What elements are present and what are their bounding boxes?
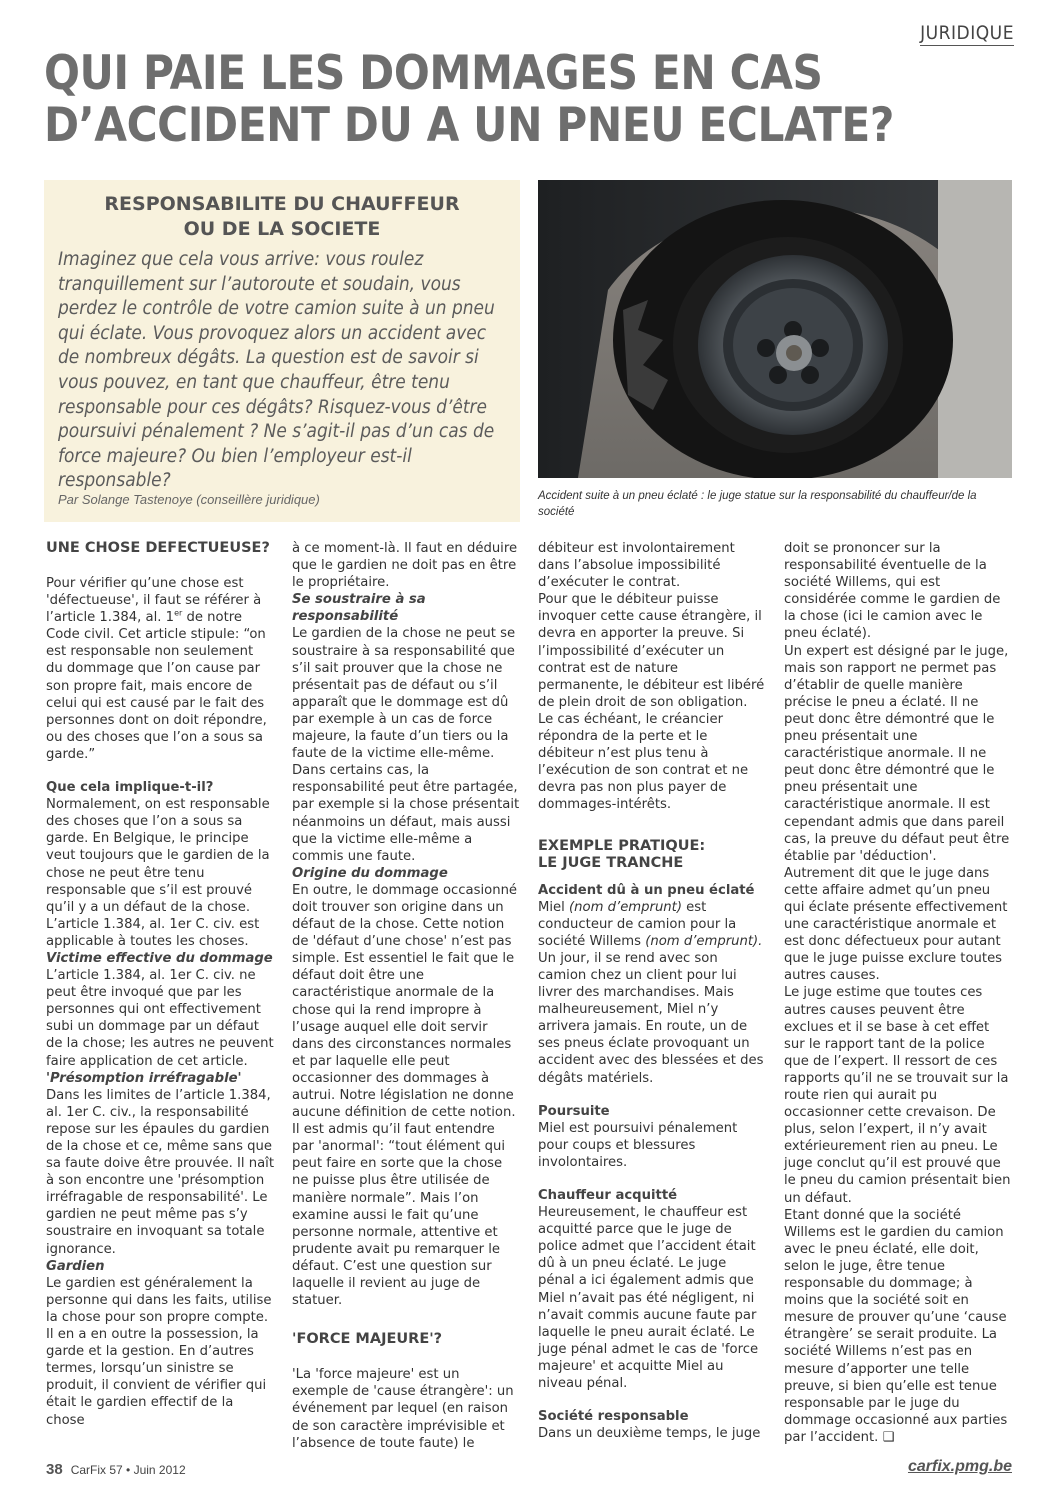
paragraph-text: de notre Code civil. Cet article stipule: “on est responsable non seulement du dommage que l’on cause par son propre fait, mais encore de celui qui est causé par le fait des personnes dont on doit répondre, ou des choses que l’on a sous sa garde.” <box>46 610 267 762</box>
paragraph: 'La 'force majeure' est un exemple de 'cause étrangère': un événement par lequel (en raison de son caractère imprévisible et l’absence de toute faute) le <box>292 1367 514 1451</box>
issue-info: CarFix 57 • Juin 2012 <box>70 1463 186 1477</box>
paragraph-italic: (nom d’emprunt). <box>645 933 763 949</box>
paragraph: Heureusement, le chauffeur est acquitté parce que le juge de police admet que l’accident était dû à un pneu éclaté. Le juge pénal a ici également admis que Miel n’avait pas été négligent, ni n’avait commis aucune faute par laquelle le pneu aurait éclaté. Le juge pénal admet le cas de 'force majeure' et acquitte Miel au niveau pénal. <box>538 1205 759 1392</box>
tire-photo-illustration <box>538 180 1012 478</box>
article-column-4 <box>784 540 1012 1446</box>
section-heading: UNE CHOSE DEFECTUEUSE? <box>46 540 270 556</box>
subheading: Origine du dommage <box>292 865 448 881</box>
paragraph: Normalement, on est responsable des choses que l’on a sous sa garde. En Belgique, le principe veut toujours que le gardien de la chose ne peut être tenu responsable que s’il est prouvé qu’il y a un défaut de la chose. L’article 1.384, al. 1er C. civ. est applicable à toutes les choses. <box>46 797 270 949</box>
paragraph: Autrement dit que le juge dans cette affaire admet qu’un pneu qui éclate présente effectivement une caractéristique anormale et est donc défectueux pour autant que le juge puisse exclure toutes autres causes. <box>784 865 1008 984</box>
page-number: 38 <box>46 1461 63 1478</box>
paragraph-text: Pour vérifier qu’une chose est 'défectueuse', il faut se référer à l’article 1.384, al. 1 <box>46 576 262 626</box>
paragraph: Etant donné que la société Willems est le gardien du camion avec le pneu éclaté, elle doit, selon le juge, être tenue responsable du dommage; à moins que la société soit en mesure de prouver qu’une ‘cause étrangère’ se serait produite. La société Willems n’est pas en mesure d’apporter une telle preuve, si bien qu’elle est tenue responsable par le juge du dommage occasionné aux parties par l’accident. ❑ <box>784 1207 1008 1445</box>
headline <box>44 48 926 152</box>
paragraph: Le gardien de la chose ne peut se soustraire à sa responsabilité que s’il sait prouver que la chose ne présentait pas de défaut ou s’il apparaît que le dommage est dû par exemple à un cas de force majeure, la faute d’un tiers ou la faute de la victime elle-même. Dans certains cas, la responsabilité peut être partagée, par exemple si la chose présentait néanmoins un défaut, mais aussi que la victime elle-même a commis une faute. <box>292 626 520 864</box>
subheading: Chauffeur acquitté <box>538 1188 678 1203</box>
section-heading-line-1: EXEMPLE PRATIQUE: <box>538 837 706 854</box>
headline-line-2: D’ACCIDENT DU A UN PNEU ECLATE? <box>44 98 894 153</box>
section-heading: 'FORCE MAJEURE'? <box>292 1331 443 1348</box>
subheading: Victime effective du dommage <box>46 950 273 966</box>
paragraph-text: Miel <box>538 899 570 915</box>
headline-line-1: QUI PAIE LES DOMMAGES EN CAS <box>44 46 823 101</box>
photo-caption: Accident suite à un pneu éclaté : le juge statue sur la responsabilité du chauffeur/de la société <box>538 490 977 518</box>
paragraph: Dans les limites de l’article 1.384, al. 1er C. civ., la responsabilité repose sur les épaules du gardien de la chose et ce, même sans que sa faute doive être prouvée. Il naît à son encontre une 'présomption irréfragable de responsabilité'. Le gardien ne peut même pas s’y soustraire en invoquant sa totale ignorance. <box>46 1087 274 1257</box>
paragraph-text: Un jour, il se rend avec son camion chez un client pour lui livrer des marchandises. Mais malheureusement, Miel n’y arrivera jamais. En route, un de ses pneus éclate provoquant un accident avec des blessées et des dégâts matériels. <box>538 950 764 1086</box>
subheading: Accident dû à un pneu éclaté <box>538 882 755 898</box>
subheading: 'Présomption irréfragable' <box>46 1070 242 1086</box>
subheading: Se soustraire à sa responsabilité <box>292 592 426 625</box>
paragraph: Le gardien est généralement la personne qui dans les faits, utilise la chose pour son propre compte. Il en a en outre la possession, la garde et la gestion. En d’autres termes, lorsqu’un sinistre se produit, il convient de vérifier qui était le gardien effectif de la chose <box>46 1275 272 1428</box>
website-link[interactable]: carfix.pmg.be <box>907 1458 1012 1475</box>
intro-subtitle-line-1: RESPONSABILITE DU CHAUFFEUR <box>104 193 460 215</box>
tire-photo <box>538 180 1012 478</box>
section-heading <box>538 838 766 872</box>
subheading: Société responsable <box>538 1409 689 1425</box>
paragraph: En outre, le dommage occasionné doit trouver son origine dans un défaut de la chose. Cette notion de 'défaut d’une chose' n’est pas simple. Est essentiel le fait que le défaut doit être une caractéristique anormale de la chose qui la rend impropre à l’usage auquel elle doit servir dans des circonstances normales et par laquelle elle peut occasionner des dommages à autrui. Notre législation ne donne aucune définition de cette notion. Il est admis qu’il faut entendre par 'anormal': “tout élément qui peut faire en sorte que la chose ne puisse plus être utilisée de manière normale”. Mais l’on examine aussi le fait qu’une personne normale, attentive et prudente avait pu remarquer le défaut. C’est une question sur laquelle il revient au juge de statuer. <box>292 882 518 1309</box>
intro-subtitle-line-2: OU DE LA SOCIETE <box>183 218 381 240</box>
intro-box <box>44 180 520 522</box>
article-column-1 <box>46 540 274 1429</box>
paragraph: à ce moment-là. Il faut en déduire que le gardien ne doit pas en être le propriétaire. <box>292 541 518 591</box>
paragraph: Un expert est désigné par le juge, mais son rapport ne permet pas d’établir de quelle manière précise le pneu a éclaté. Il ne peut donc être démontré que le pneu présentait une caractéristique anormale. Il ne peut donc être démontré que le pneu présentait une caractéristique anormale. Il est cependant admis que dans pareil cas, la preuve du défaut peut être établie par 'déduction'. <box>784 643 1010 864</box>
subheading: Poursuite <box>538 1103 610 1119</box>
article-column-3 <box>538 540 766 1442</box>
intro-subtitle <box>58 192 506 242</box>
subheading: Gardien <box>46 1258 105 1274</box>
subheading: Que cela implique-t-il? <box>46 780 214 796</box>
paragraph-text: est conducteur de camion pour la société Willems <box>538 899 737 949</box>
paragraph-italic: (nom d’emprunt) <box>569 899 682 915</box>
superscript: er <box>174 608 183 618</box>
paragraph: doit se prononcer sur la responsabilité éventuelle de la société Willems, qui est considérée comme le gardien de la chose (ici le camion avec le pneu éclaté). <box>784 541 1001 642</box>
paragraph: Miel est poursuivi pénalement pour coups et blessures involontaires. <box>538 1120 738 1170</box>
paragraph: débiteur est involontairement dans l’absolue impossibilité d’exécuter le contrat. <box>538 541 735 591</box>
paragraph: Pour que le débiteur puisse invoquer cette cause étrangère, il devra en apporter la preuve. Si l’impossibilité d’exécuter un contrat est de nature permanente, le débiteur est libéré de plein droit de son obligation. Le cas échéant, le créancier répondra de la perte et le débiteur n’est plus tenu à l’exécution de son contrat et ne devra pas non plus payer de dommages-intérêts. <box>538 592 765 813</box>
footer-issue <box>46 1461 186 1478</box>
section-tag: JURIDIQUE <box>920 22 1014 44</box>
paragraph <box>538 899 766 1087</box>
paragraph: Le juge estime que toutes ces autres causes peuvent être exclues et il se base à cet effet sur le rapport tant de la police que de l’expert. Il ressort de ces rapports qu’il ne se trouvait sur la route rien qui aurait pu occasionner cette crevaison. De plus, selon l’expert, il n’y avait extérieurement rien au pneu. Le juge conclut qu’il est prouvé que le pneu du camion présentait bien un défaut. <box>784 985 1011 1206</box>
paragraph: L’article 1.384, al. 1er C. civ. ne peut être invoqué que par les personnes qui ont effectivement subi un dommage par un défaut de la chose; les autres ne peuvent faire application de cet article. <box>46 968 274 1069</box>
paragraph <box>46 575 274 763</box>
article-column-2 <box>292 540 520 1452</box>
byline: Par Solange Tastenoye (conseillère juridique) <box>58 492 320 507</box>
paragraph: Dans un deuxième temps, le juge <box>538 1426 761 1442</box>
section-heading-line-2: LE JUGE TRANCHE <box>538 854 684 871</box>
intro-text: Imaginez que cela vous arrive: vous roulez tranquillement sur l’autoroute et soudain, vous perdez le contrôle de votre camion suite à un pneu qui éclate. Vous provoquez alors un accident avec de nombreux dégâts. La question est de savoir si vous pouvez, en tant que chauffeur, être tenu responsable pour ces dégâts? Risquez-vous d’être poursuivi pénalement ? Ne s’agit-il pas d’un cas de force majeure? Ou bien l’employeur est-il responsable? <box>58 249 495 492</box>
